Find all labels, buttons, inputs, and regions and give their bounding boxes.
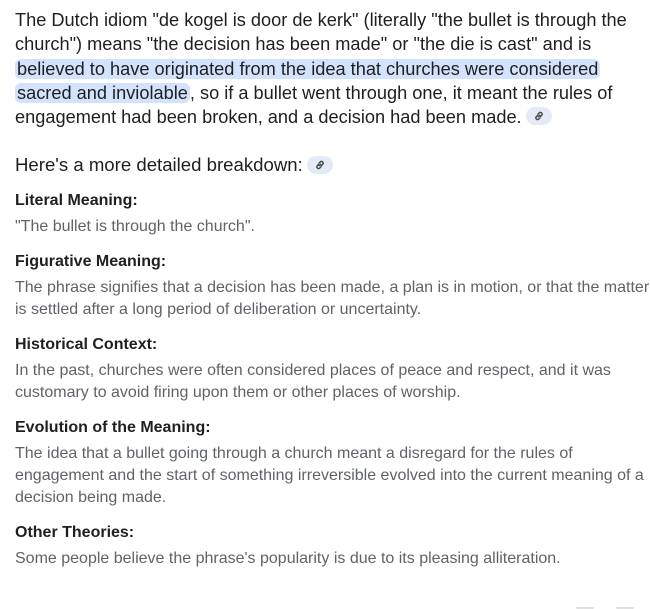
- breakdown-heading-text: Here's a more detailed breakdown:: [15, 154, 303, 176]
- section-body: The phrase signifies that a decision has been made, a plan is in motion, or that the matter is settled after a long period of deliberation or uncertainty.: [15, 279, 650, 319]
- source-link-button[interactable]: [307, 156, 333, 174]
- section-evolution: [15, 418, 650, 509]
- section-other-theories: [15, 523, 650, 570]
- section-body: In the past, churches were often considered places of peace and respect, and it was customary to avoid firing upon them or other places of worship.: [15, 362, 611, 402]
- breakdown-heading: [15, 153, 650, 177]
- section-historical-context: [15, 335, 650, 404]
- section-title: Evolution of the Meaning:: [15, 419, 211, 437]
- section-title: Literal Meaning:: [15, 192, 138, 210]
- highlighted-claim[interactable]: believed to have originated from the idea that churches were considered sacred and inviolable: [17, 58, 599, 103]
- section-body: Some people believe the phrase's popularity is due to its pleasing alliteration.: [15, 550, 561, 568]
- section-title: Other Theories:: [15, 524, 135, 542]
- section-figurative-meaning: [15, 252, 650, 321]
- section-literal-meaning: [15, 191, 650, 238]
- intro-text: The Dutch idiom "de kogel is door de kerk" (literally "the bullet is through the church") means "the decision has been made" or "the die is cast" and is: [15, 10, 627, 55]
- link-icon: [314, 159, 326, 171]
- intro-paragraph: [15, 8, 643, 129]
- section-title: Figurative Meaning:: [15, 253, 167, 271]
- section-body: "The bullet is through the church".: [15, 218, 255, 236]
- section-title: Historical Context:: [15, 336, 158, 354]
- intro-text-end: , so if a bullet went through one, it meant the rules of engagement had been broken, and a decision had been made.: [15, 82, 613, 128]
- section-body: The idea that a bullet going through a church meant a disregard for the rules of engagement and the start of something irreversible evolved into the current meaning of a decision being made.: [15, 445, 644, 507]
- source-link-button[interactable]: [526, 107, 552, 125]
- link-icon: [533, 110, 545, 122]
